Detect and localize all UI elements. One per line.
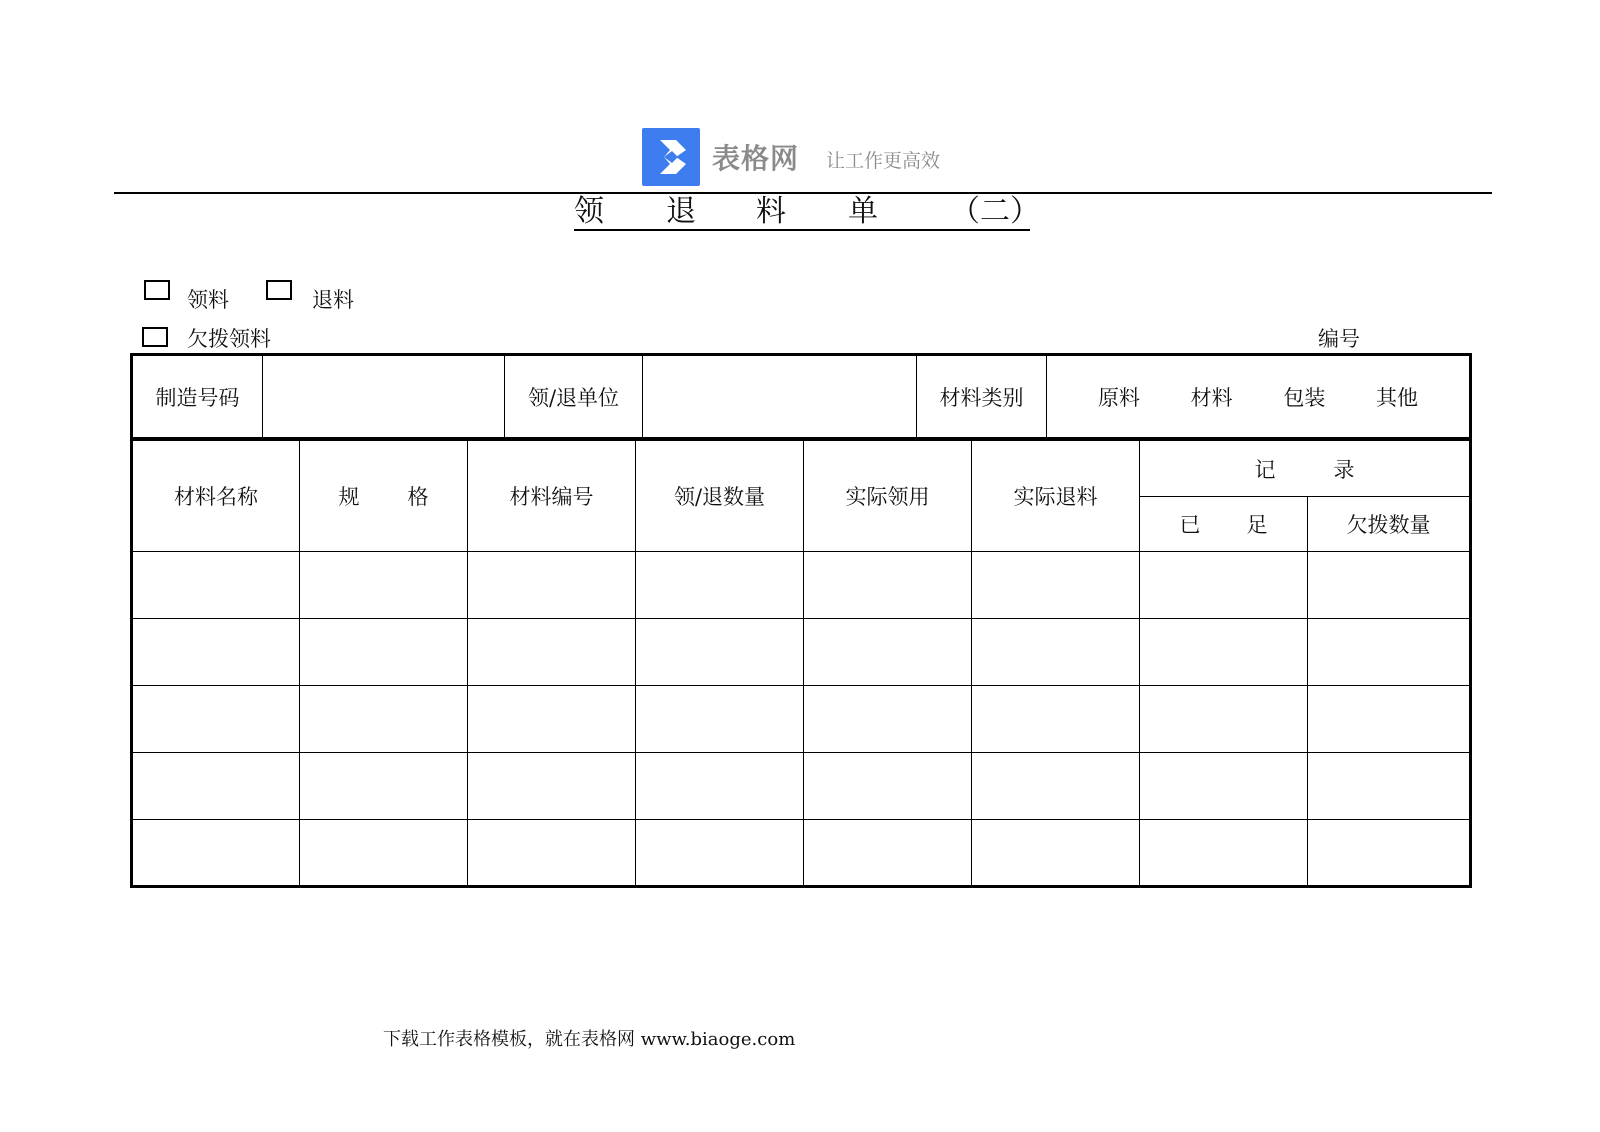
table-row [132,619,1471,686]
col-header-spec [300,441,468,552]
record-char: 记 [1254,457,1276,482]
col-header-shortage-qty: 欠拨数量 [1308,497,1471,552]
table-cell[interactable] [468,753,636,820]
col-header-name: 材料名称 [132,441,300,552]
title-char: 单 [848,194,878,229]
table-cell[interactable] [804,753,972,820]
table-cell[interactable] [1308,753,1471,820]
spec-char: 格 [407,485,429,509]
table-row [132,820,1471,887]
table-cell[interactable] [132,820,300,887]
table-cell[interactable] [636,820,804,887]
table-cell[interactable] [300,686,468,753]
category-label: 材料类别 [917,355,1047,439]
table-cell[interactable] [1308,552,1471,619]
table-cell[interactable] [1140,686,1308,753]
shortage-checkbox[interactable] [142,327,168,347]
table-cell[interactable] [468,619,636,686]
col-header-code: 材料编号 [468,441,636,552]
title-char: 料 [756,194,786,229]
table-cell[interactable] [1308,820,1471,887]
brand-slogan: 让工作更高效 [826,150,941,172]
brand-logo-icon [642,128,700,186]
table-cell[interactable] [468,820,636,887]
header-divider [114,192,1492,194]
table-cell[interactable] [972,619,1140,686]
record-char: 录 [1333,457,1355,482]
table-cell[interactable] [636,552,804,619]
dept-label: 领/退单位 [505,355,643,439]
category-options [1047,355,1471,439]
info-table [130,353,1472,440]
table-cell[interactable] [804,686,972,753]
col-header-actual-use: 实际领用 [804,441,972,552]
table-cell[interactable] [1308,619,1471,686]
return-label: 退料 [312,288,354,312]
col-header-actual-return: 实际退料 [972,441,1140,552]
table-row [132,552,1471,619]
filled-char: 已 [1179,513,1201,537]
shortage-label: 欠拨领料 [187,327,271,351]
spec-char: 规 [338,485,360,509]
table-cell[interactable] [804,820,972,887]
table-cell[interactable] [1140,753,1308,820]
table-cell[interactable] [636,686,804,753]
table-cell[interactable] [468,552,636,619]
table-cell[interactable] [1140,619,1308,686]
table-cell[interactable] [132,753,300,820]
category-option[interactable]: 材料 [1190,385,1233,410]
table-cell[interactable] [468,686,636,753]
table-cell[interactable] [300,619,468,686]
table-cell[interactable] [132,619,300,686]
table-cell[interactable] [636,619,804,686]
page-title [574,194,1040,231]
table-cell[interactable] [132,686,300,753]
title-char: 领 [574,194,604,229]
table-cell[interactable] [972,753,1140,820]
table-row [132,753,1471,820]
table-cell[interactable] [1140,552,1308,619]
table-cell[interactable] [300,753,468,820]
category-option[interactable]: 其他 [1376,385,1419,410]
table-cell[interactable] [804,552,972,619]
table-row [132,686,1471,753]
receive-checkbox[interactable] [144,280,170,300]
table-cell[interactable] [1140,820,1308,887]
table-cell[interactable] [804,619,972,686]
manufacture-no-label: 制造号码 [132,355,263,439]
manufacture-no-field[interactable] [263,355,505,439]
serial-label: 编号 [1318,327,1360,351]
title-char: 退 [666,194,696,229]
table-cell[interactable] [972,820,1140,887]
col-header-qty: 领/退数量 [636,441,804,552]
title-char: （二） [950,194,1040,229]
materials-table [130,440,1472,888]
table-cell[interactable] [972,552,1140,619]
table-cell[interactable] [1308,686,1471,753]
col-header-record [1140,441,1471,497]
table-cell[interactable] [972,686,1140,753]
footer-text: 下载工作表格模板，就在表格网 www.biaoge.com [383,1029,796,1050]
dept-field[interactable] [643,355,917,439]
table-cell[interactable] [300,552,468,619]
col-header-filled [1140,497,1308,552]
category-option[interactable]: 原料 [1097,385,1140,410]
category-option[interactable]: 包装 [1283,385,1326,410]
table-cell[interactable] [132,552,300,619]
table-cell[interactable] [636,753,804,820]
receive-label: 领料 [187,288,229,312]
return-checkbox[interactable] [266,280,292,300]
brand-name: 表格网 [712,142,800,175]
filled-char: 足 [1246,513,1268,537]
table-cell[interactable] [300,820,468,887]
